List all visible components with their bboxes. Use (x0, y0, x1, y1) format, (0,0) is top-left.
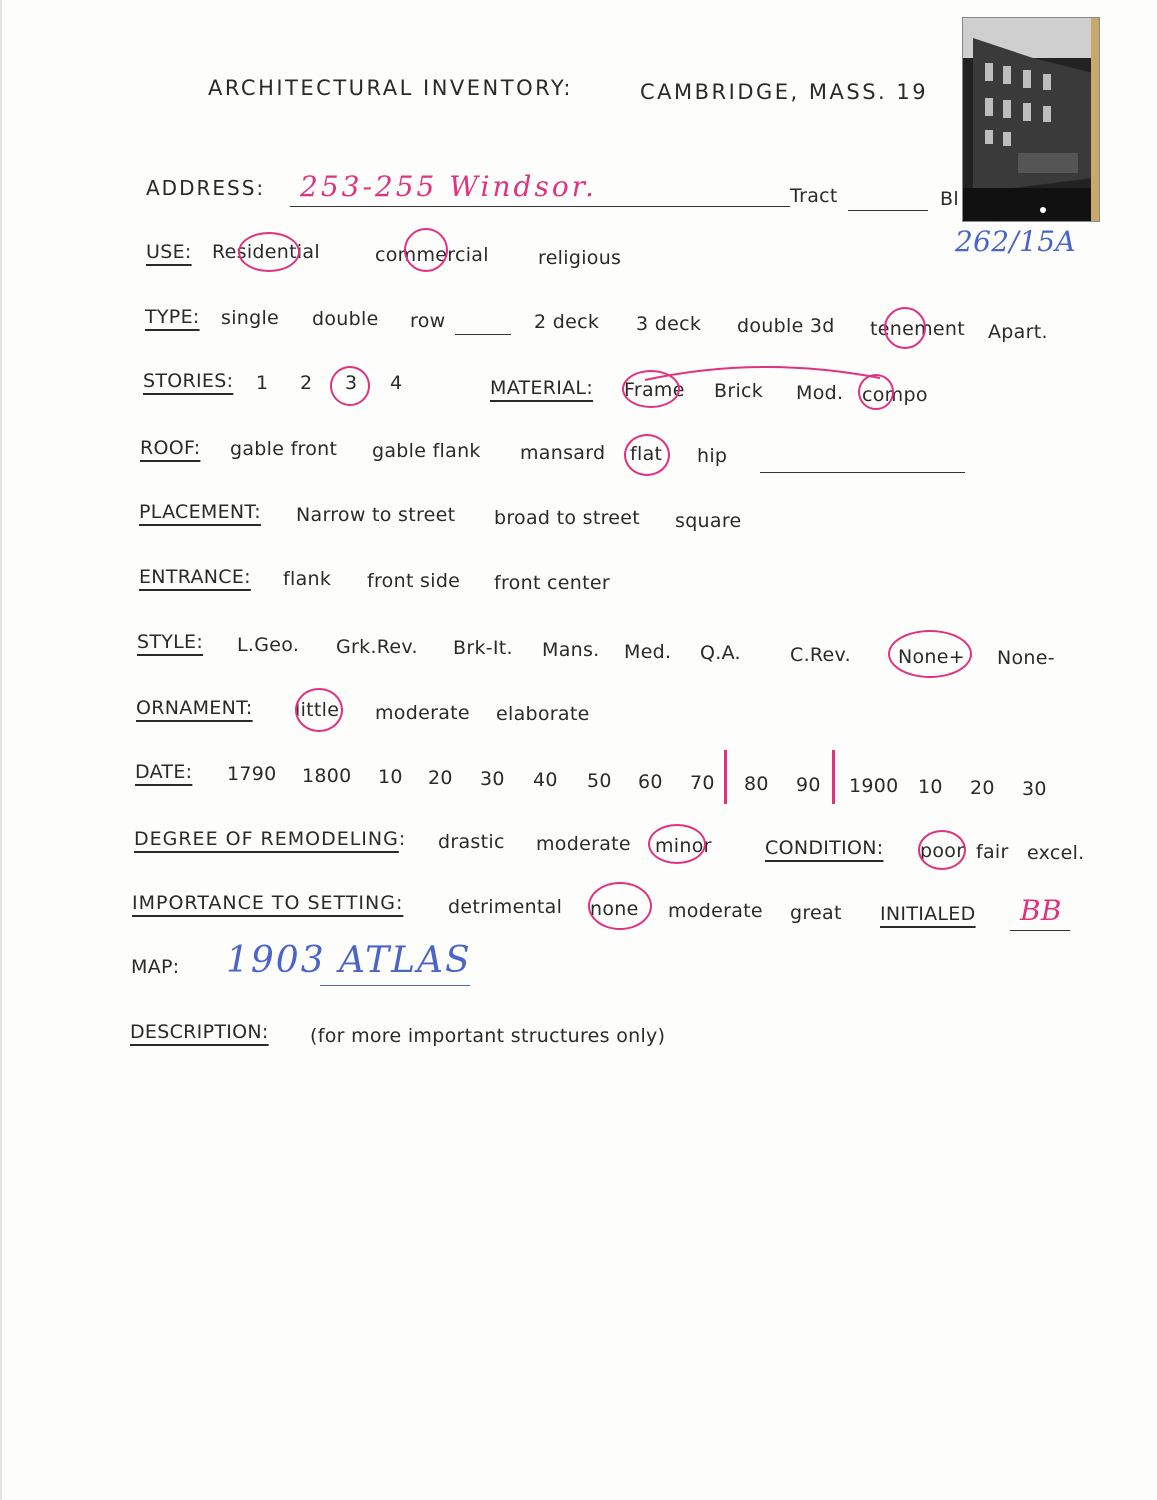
roof-flat-mark (624, 434, 670, 476)
roof-gable-front[interactable]: gable front (230, 438, 338, 460)
condition-excel[interactable]: excel. (1027, 842, 1085, 864)
initialed-value[interactable]: BB (1020, 894, 1062, 927)
map-underline (320, 985, 470, 986)
type-apart[interactable]: Apart. (988, 321, 1048, 343)
entrance-front-center[interactable]: front center (494, 572, 610, 594)
condition-poor[interactable]: poor (920, 840, 965, 862)
form-place: CAMBRIDGE, MASS. 19 (640, 80, 929, 104)
date-1810[interactable]: 10 (378, 766, 403, 788)
date-1830[interactable]: 30 (480, 768, 505, 790)
ref-number: 262/15A (955, 225, 1076, 258)
stories-3-mark (330, 366, 370, 406)
type-single[interactable]: single (221, 307, 280, 329)
tract-line (848, 210, 928, 211)
date-1900[interactable]: 1900 (849, 775, 899, 797)
form-title: ARCHITECTURAL INVENTORY: (208, 76, 573, 100)
style-brk-it[interactable]: Brk-It. (453, 637, 513, 659)
type-tenement-mark (884, 307, 926, 349)
date-label: DATE: (135, 761, 193, 783)
type-row[interactable]: row (410, 310, 446, 332)
ornament-little-mark (295, 688, 343, 732)
description-note: (for more important structures only) (310, 1025, 666, 1047)
address-label: ADDRESS: (146, 176, 266, 200)
style-l-geo[interactable]: L.Geo. (237, 634, 300, 656)
style-label: STYLE: (137, 631, 204, 653)
date-1880[interactable]: 80 (744, 773, 769, 795)
style-med[interactable]: Med. (624, 641, 672, 663)
date-1910[interactable]: 10 (918, 776, 943, 798)
material-brick[interactable]: Brick (714, 380, 764, 402)
style-none-minus[interactable]: None- (997, 647, 1055, 669)
importance-none[interactable]: none (590, 898, 639, 920)
use-residential[interactable]: Residential (212, 241, 320, 263)
importance-moderate[interactable]: moderate (668, 900, 763, 922)
condition-label: CONDITION: (765, 837, 884, 859)
stories-1[interactable]: 1 (256, 372, 269, 394)
style-grk-rev[interactable]: Grk.Rev. (336, 636, 418, 658)
tract-label: Tract (790, 185, 838, 207)
date-1820[interactable]: 20 (428, 767, 453, 789)
type-3-deck[interactable]: 3 deck (636, 313, 702, 335)
use-commercial[interactable]: commercial (375, 244, 489, 266)
style-c-rev[interactable]: C.Rev. (790, 644, 851, 666)
material-mod[interactable]: Mod. (796, 382, 844, 404)
material-compo[interactable]: compo (862, 384, 928, 406)
roof-other-line (760, 472, 965, 473)
material-connector (640, 360, 900, 390)
importance-detrimental[interactable]: detrimental (448, 896, 563, 918)
use-label: USE: (146, 241, 192, 263)
stories-3[interactable]: 3 (345, 372, 358, 394)
type-tenement[interactable]: tenement (870, 318, 965, 340)
initialed-line (1010, 930, 1070, 931)
description-label: DESCRIPTION: (130, 1021, 269, 1043)
style-mans[interactable]: Mans. (542, 639, 600, 661)
condition-poor-mark (918, 830, 966, 870)
material-label: MATERIAL: (490, 377, 594, 399)
photo-edge (1091, 18, 1099, 221)
roof-label: ROOF: (140, 437, 201, 459)
date-1930[interactable]: 30 (1022, 778, 1047, 800)
remodeling-minor-mark (648, 824, 706, 864)
date-1890[interactable]: 90 (796, 774, 821, 796)
roof-mansard[interactable]: mansard (520, 442, 606, 464)
importance-label: IMPORTANCE TO SETTING: (132, 892, 404, 914)
use-religious[interactable]: religious (538, 247, 622, 269)
roof-gable-flank[interactable]: gable flank (372, 440, 481, 462)
placement-broad[interactable]: broad to street (494, 507, 641, 529)
stories-4[interactable]: 4 (390, 372, 403, 394)
remodeling-label (134, 828, 406, 850)
date-1870[interactable]: 70 (690, 772, 715, 794)
date-1920[interactable]: 20 (970, 777, 995, 799)
importance-great[interactable]: great (790, 902, 842, 924)
ornament-moderate[interactable]: moderate (375, 702, 470, 724)
date-1840[interactable]: 40 (533, 769, 558, 791)
building-photo-image (963, 18, 1099, 221)
address-line (290, 206, 790, 207)
entrance-front-side[interactable]: front side (367, 570, 461, 592)
type-2-deck[interactable]: 2 deck (534, 311, 600, 333)
block-label: Bl (940, 188, 959, 210)
building-photo (962, 17, 1100, 222)
address-value[interactable]: 253-255 Windsor. (300, 170, 597, 203)
placement-square[interactable]: square (675, 510, 742, 532)
remodeling-label-colon: : (398, 828, 407, 850)
type-double-3d[interactable]: double 3d (737, 315, 835, 337)
roof-hip[interactable]: hip (697, 445, 728, 467)
style-none-plus[interactable]: None+ (898, 646, 965, 668)
ornament-elaborate[interactable]: elaborate (496, 703, 590, 725)
condition-fair[interactable]: fair (976, 841, 1009, 863)
roof-flat[interactable]: flat (630, 443, 663, 465)
placement-narrow[interactable]: Narrow to street (296, 504, 456, 526)
entrance-label: ENTRANCE: (139, 566, 251, 588)
style-none-plus-mark (888, 630, 972, 678)
date-1860[interactable]: 60 (638, 771, 663, 793)
stories-label: STORIES: (143, 370, 234, 392)
map-label: MAP: (131, 956, 180, 978)
entrance-flank[interactable]: flank (283, 568, 332, 590)
remodeling-minor[interactable]: minor (655, 835, 712, 857)
type-row-line (455, 334, 511, 335)
date-range-start-mark (724, 750, 727, 804)
use-commercial-mark (404, 228, 448, 272)
date-1850[interactable]: 50 (587, 770, 612, 792)
date-1800[interactable]: 1800 (302, 765, 352, 787)
remodeling-label-text: DEGREE OF REMODELING (134, 828, 399, 850)
material-frame[interactable]: Frame (624, 379, 685, 401)
type-label: TYPE: (145, 306, 200, 328)
use-residential-mark (238, 232, 300, 272)
type-double[interactable]: double (312, 308, 379, 330)
placement-label: PLACEMENT: (139, 501, 261, 523)
initialed-label: INITIALED (880, 903, 976, 925)
ornament-label: ORNAMENT: (136, 697, 253, 719)
remodeling-drastic[interactable]: drastic (438, 831, 505, 853)
remodeling-moderate[interactable]: moderate (536, 833, 631, 855)
stories-2[interactable]: 2 (300, 372, 313, 394)
date-range-end-mark (832, 750, 835, 804)
date-1790[interactable]: 1790 (227, 763, 277, 785)
ornament-little[interactable]: little (295, 699, 340, 721)
importance-none-mark (588, 882, 652, 930)
style-qa[interactable]: Q.A. (700, 642, 741, 664)
map-value[interactable]: 1903 ATLAS (226, 940, 472, 981)
